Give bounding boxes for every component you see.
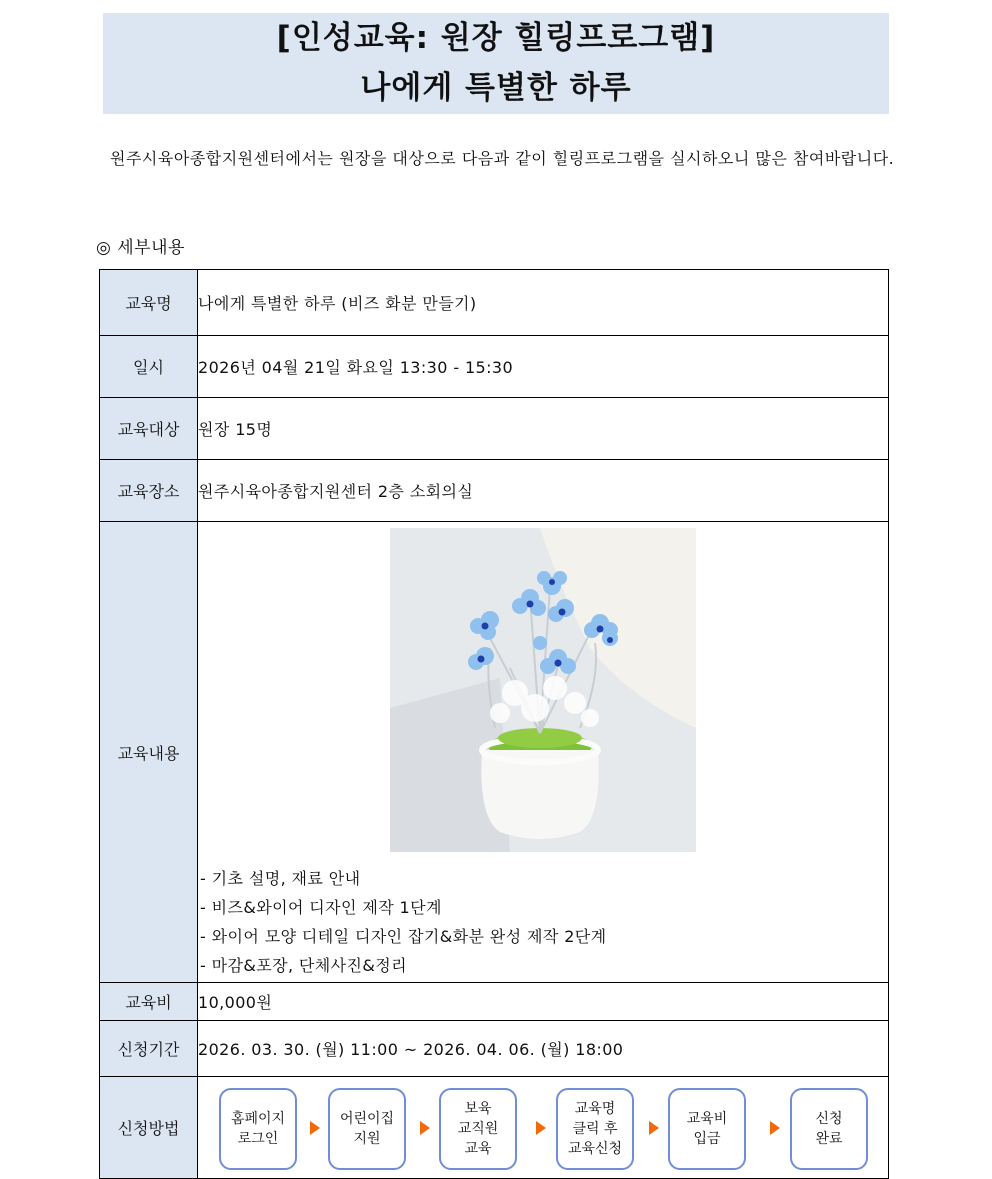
intro-text: 원주시육아종합지원센터에서는 원장을 대상으로 다음과 같이 힐링프로그램을 실시하오니 많은 참여바랍니다. (110, 149, 895, 168)
list-item: - 와이어 모양 디테일 디자인 잡기&화분 완성 제작 2단계 (200, 927, 607, 946)
detail-table (99, 269, 889, 1179)
bead-flowerpot-illustration (390, 528, 696, 852)
table-row (100, 270, 889, 336)
arrow-right-icon (649, 1121, 659, 1135)
row-value-period: 2026. 03. 30. (월) 11:00 ~ 2026. 04. 06. (월) 18:00 (198, 1021, 889, 1077)
table-row (100, 1021, 889, 1077)
title-banner (103, 13, 889, 114)
list-item: - 비즈&와이어 디자인 제작 1단계 (200, 898, 442, 917)
arrow-right-icon (536, 1121, 546, 1135)
row-value-method (198, 1077, 889, 1179)
row-label-target: 교육대상 (100, 398, 198, 460)
step-course-apply: 교육명 클릭 후 교육신청 (556, 1088, 634, 1170)
row-value-fee: 10,000원 (198, 983, 889, 1021)
table-row (100, 398, 889, 460)
step-homepage-login: 홈페이지 로그인 (219, 1088, 297, 1170)
step-fee-payment: 교육비 입금 (668, 1088, 746, 1170)
bead-flowerpot-photo (390, 528, 696, 852)
step-apply-complete: 신청 완료 (790, 1088, 868, 1170)
content-bullet-list (198, 856, 888, 982)
table-row (100, 336, 889, 398)
row-label-method: 신청방법 (100, 1077, 198, 1179)
step-daycare-support: 어린이집 지원 (328, 1088, 406, 1170)
row-label-datetime: 일시 (100, 336, 198, 398)
row-label-course-name: 교육명 (100, 270, 198, 336)
list-item: - 마감&포장, 단체사진&정리 (200, 956, 407, 975)
row-label-period: 신청기간 (100, 1021, 198, 1077)
list-item: - 기초 설명, 재료 안내 (200, 869, 361, 888)
row-value-content (198, 522, 889, 983)
step-staff-education: 보육 교직원 교육 (439, 1088, 517, 1170)
arrow-right-icon (770, 1121, 780, 1135)
table-row (100, 522, 889, 983)
row-value-location: 원주시육아종합지원센터 2층 소회의실 (198, 460, 889, 522)
title-line-2: 나에게 특별한 하루 (360, 70, 632, 106)
title-line-1: [인성교육: 원장 힐링프로그램] (276, 20, 716, 56)
application-flow (198, 1078, 888, 1178)
table-row (100, 983, 889, 1021)
table-row (100, 460, 889, 522)
row-value-datetime: 2026년 04월 21일 화요일 13:30 - 15:30 (198, 336, 889, 398)
arrow-right-icon (420, 1121, 430, 1135)
row-label-location: 교육장소 (100, 460, 198, 522)
row-value-course-name: 나에게 특별한 하루 (비즈 화분 만들기) (198, 270, 889, 336)
row-value-target: 원장 15명 (198, 398, 889, 460)
section-title: ◎ 세부내용 (96, 238, 185, 258)
arrow-right-icon (310, 1121, 320, 1135)
row-label-content: 교육내용 (100, 522, 198, 983)
photo-wrapper (198, 522, 888, 856)
row-label-fee: 교육비 (100, 983, 198, 1021)
table-row (100, 1077, 889, 1179)
